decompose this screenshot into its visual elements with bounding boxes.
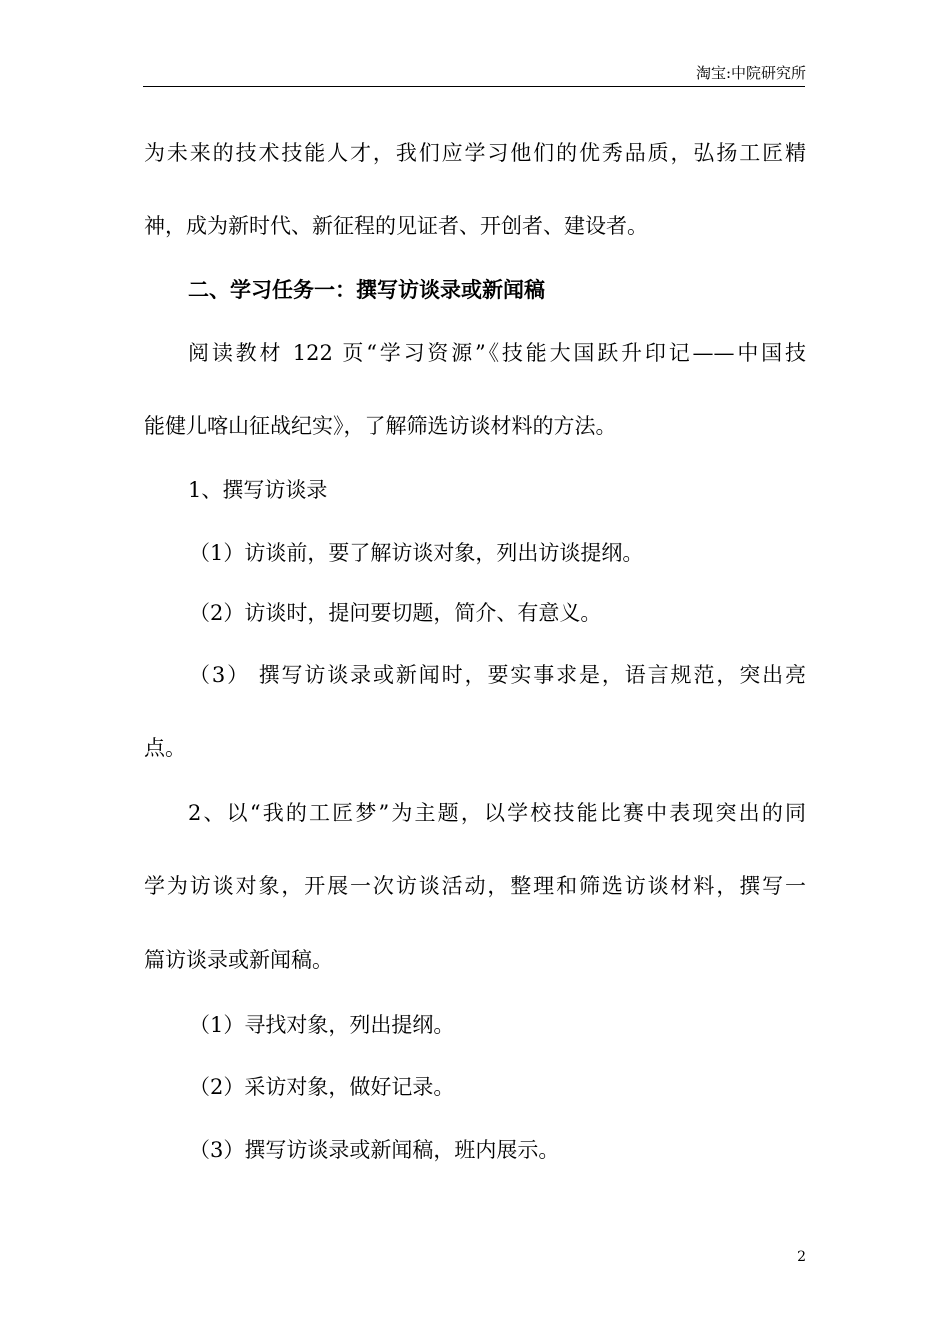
page-number: 2 [797,1249,806,1265]
task2-line-1: 2、以“我的工匠梦”为主题，以学校技能比赛中表现突出的同 [188,801,806,825]
section-heading: 二、学习任务一：撰写访谈录或新闻稿 [188,277,545,302]
task1-title: 1、撰写访谈录 [188,478,328,502]
header-source-text: 淘宝:中院研究所 [695,64,806,82]
task1-item-1: （1）访谈前，要了解访谈对象，列出访谈提纲。 [189,541,644,565]
task2-line-2: 学为访谈对象，开展一次访谈活动，整理和筛选访谈材料，撰写一 [144,874,806,898]
task2-item-1: （1）寻找对象，列出提纲。 [189,1013,455,1037]
task1-item-3-continued: 点。 [144,736,186,760]
header-divider [143,86,805,87]
task1-item-2: （2）访谈时，提问要切题，简介、有意义。 [189,601,602,625]
task2-item-3: （3）撰写访谈录或新闻稿，班内展示。 [189,1138,560,1162]
intro-line-1: 为未来的技术技能人才，我们应学习他们的优秀品质，弘扬工匠精 [144,141,806,165]
intro-line-2: 神，成为新时代、新征程的见证者、开创者、建设者。 [144,214,648,238]
task2-item-2: （2）采访对象，做好记录。 [189,1075,455,1099]
reading-line-2: 能健儿喀山征战纪实》，了解筛选访谈材料的方法。 [144,414,617,438]
task1-item-3: （3） 撰写访谈录或新闻时，要实事求是，语言规范，突出亮 [189,663,806,687]
task2-line-3: 篇访谈录或新闻稿。 [144,948,333,972]
reading-line-1: 阅读教材 122 页“学习资源”《技能大国跃升印记——中国技 [188,341,806,365]
